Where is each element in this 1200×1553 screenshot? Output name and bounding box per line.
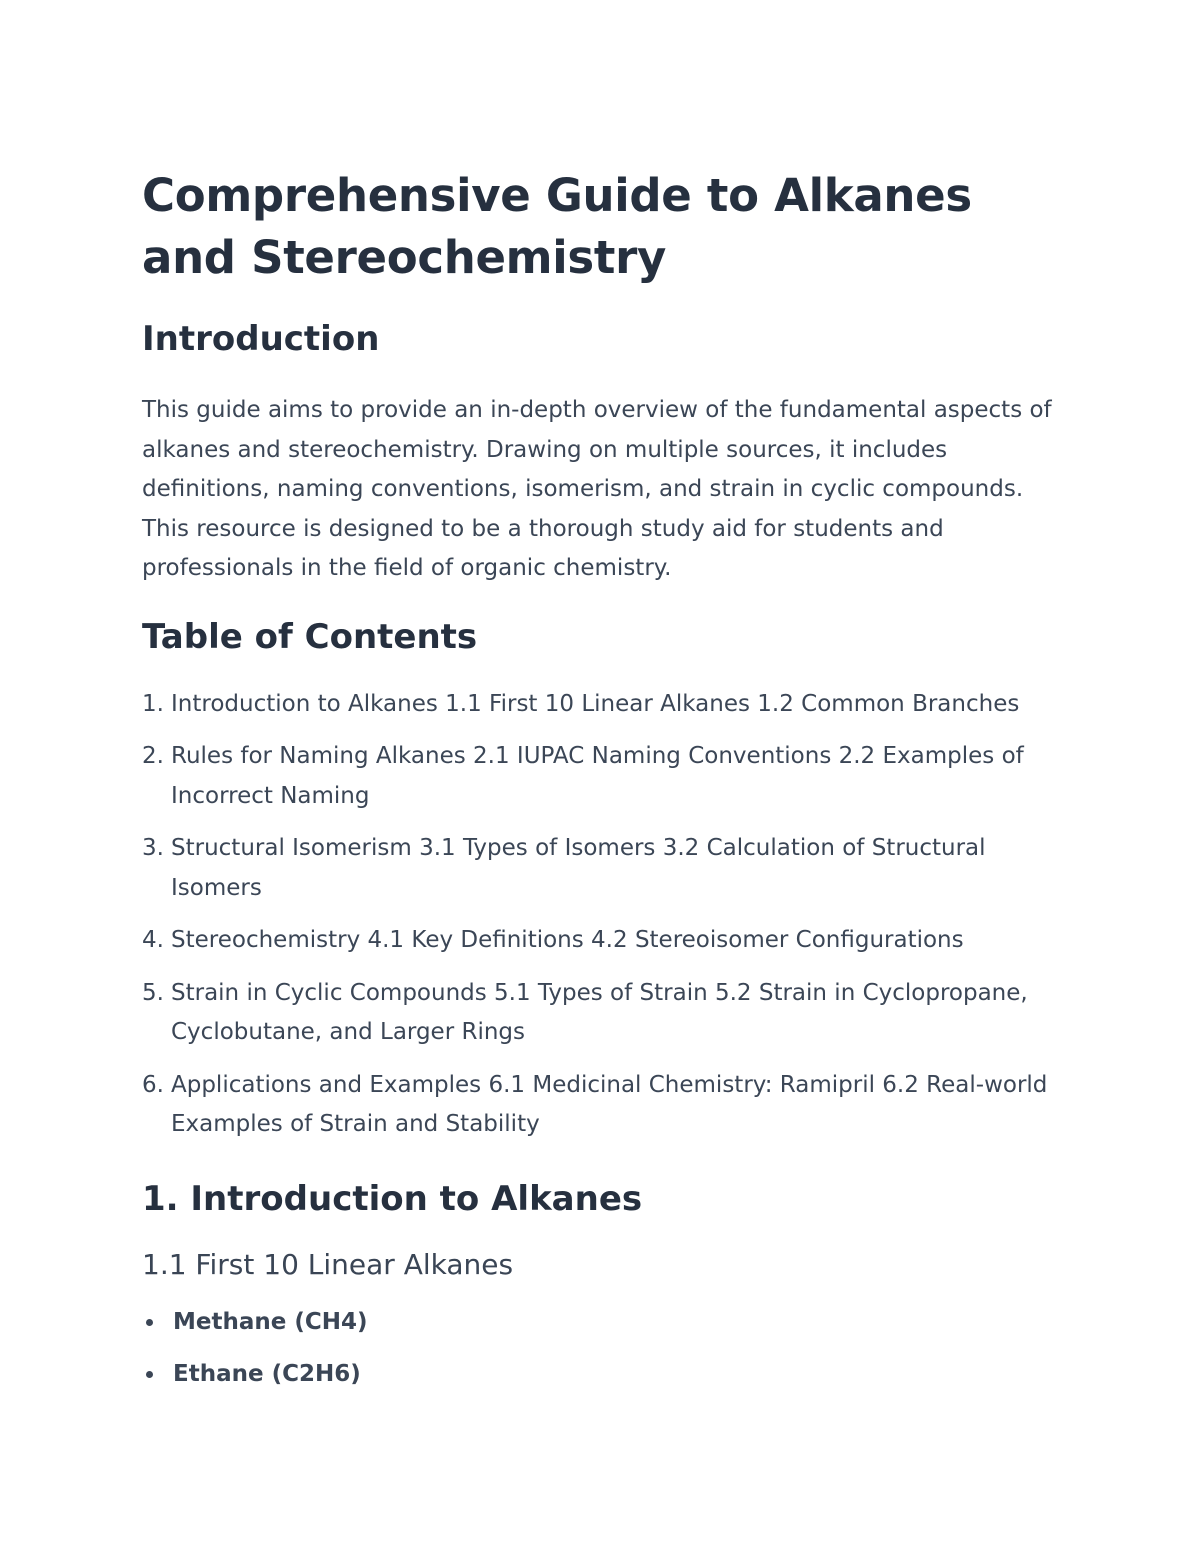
document-title: Comprehensive Guide to Alkanes and Stereochemistry <box>142 169 972 284</box>
list-item <box>142 1355 1062 1394</box>
toc-item <box>142 737 1062 816</box>
toc-item <box>142 685 1062 725</box>
toc-item-text: Introduction to Alkanes 1.1 First 10 Linear Alkanes 1.2 Common Branches <box>171 690 1020 717</box>
toc-item <box>142 974 1062 1053</box>
section-1-heading: 1. Introduction to Alkanes <box>142 1178 643 1219</box>
alkane-list <box>142 1303 1062 1394</box>
toc-item <box>142 829 1062 908</box>
toc-item-text: Rules for Naming Alkanes 2.1 IUPAC Naming Conventions 2.2 Examples of Incorrect Naming <box>171 743 1024 809</box>
toc-item-text: Stereochemistry 4.1 Key Definitions 4.2 Stereoisomer Configurations <box>171 927 964 953</box>
list-item-text: Ethane (C2H6) <box>173 1360 361 1387</box>
toc-item-number: 4. <box>142 927 164 953</box>
list-item-text: Methane (CH4) <box>173 1308 368 1335</box>
toc-item-text: Strain in Cyclic Compounds 5.1 Types of Strain 5.2 Strain in Cyclopropane, Cyclobutane, and Larger Rings <box>171 979 1028 1045</box>
list-item <box>142 1303 1062 1342</box>
bullet-icon <box>146 1371 153 1378</box>
document-page <box>142 165 1062 1407</box>
table-of-contents-heading: Table of Contents <box>142 616 478 657</box>
introduction-text: This guide aims to provide an in-depth overview of the fundamental aspects of alkanes and stereochemistry. Drawing on multiple sources, it includes definitions, naming conventions, isomerism, and strain in cyclic compounds. This resource is designed to be a thorough study aid for students and professionals in the field of organic chemistry. <box>142 397 1052 581</box>
toc-item-number: 5. <box>142 979 164 1006</box>
toc-item-number: 1. <box>142 690 164 717</box>
table-of-contents-list <box>142 685 1062 1145</box>
toc-item-text: Structural Isomerism 3.1 Types of Isomers 3.2 Calculation of Structural Isomers <box>171 835 986 901</box>
introduction-heading: Introduction <box>142 319 380 359</box>
toc-item <box>142 921 1062 961</box>
toc-item-number: 3. <box>142 835 164 861</box>
toc-item-number: 2. <box>142 743 164 769</box>
toc-item-text: Applications and Examples 6.1 Medicinal Chemistry: Ramipril 6.2 Real-world Examples of Strain and Stability <box>171 1071 1048 1137</box>
toc-item-number: 6. <box>142 1071 164 1098</box>
toc-item <box>142 1066 1062 1145</box>
bullet-icon <box>146 1319 153 1326</box>
section-1-1-heading: 1.1 First 10 Linear Alkanes <box>142 1247 514 1281</box>
